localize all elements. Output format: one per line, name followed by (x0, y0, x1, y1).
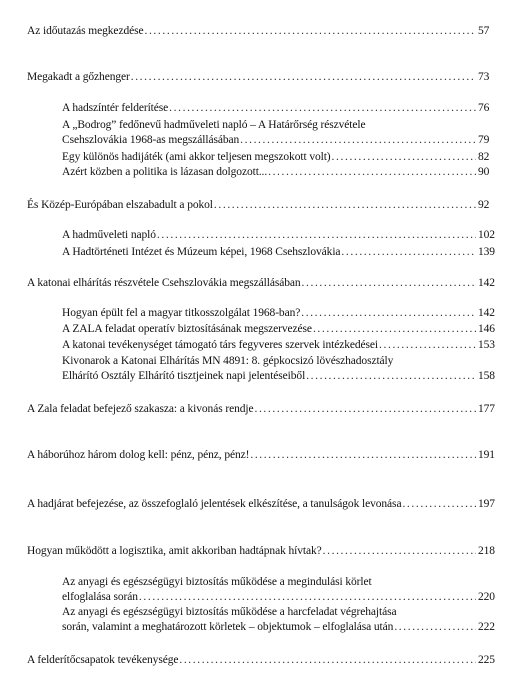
toc-entry-title: A Zala feladat befejező szakasza: a kivonás rendje (27, 403, 254, 415)
toc-entry-title: Hogyan működött a logisztika, amit akkoriban hadtápnak hívtak? (27, 545, 322, 557)
dot-leader (157, 228, 476, 243)
toc-entry-page: 92 (478, 199, 490, 211)
toc-entry-title-line2: Csehszlovákia 1968-as megszállásában (62, 133, 240, 146)
toc-subentry (62, 228, 495, 243)
dot-leader (313, 322, 476, 337)
toc-entry-title-line1: Az anyagi és egészségügyi biztosítás működése a megindulási körlet (62, 576, 372, 588)
toc-entry-page: 102 (478, 229, 495, 241)
toc-entry-page: 73 (478, 71, 490, 83)
toc-entry-page: 82 (478, 151, 490, 163)
toc-subentry (62, 605, 495, 634)
toc-entry-title: A ZALA feladat operatív biztosításának megszervezése (62, 323, 312, 335)
toc-entry-page: 177 (478, 403, 495, 415)
toc-entry (27, 448, 495, 463)
toc-subentry (62, 306, 495, 321)
toc-entry-title: A Hadtörténeti Intézet és Múzeum képei, 1968 Csehszlovákia (62, 246, 341, 258)
dot-leader (323, 544, 476, 559)
toc-entry-page: 142 (478, 277, 495, 289)
dot-leader (301, 306, 476, 321)
toc-subentry (62, 322, 495, 337)
toc-entry-page: 197 (478, 498, 495, 510)
toc-subentry (62, 245, 495, 260)
toc-subentry (62, 118, 488, 147)
dot-leader (268, 165, 476, 180)
toc-entry (27, 402, 495, 417)
toc-entry-title-line1: Az anyagi és egészségügyi biztosítás működése a harcfeladat végrehajtása (62, 606, 397, 618)
toc-subentry (62, 101, 488, 116)
dot-leader (254, 402, 476, 417)
dot-leader (402, 497, 476, 512)
toc-entry-page: 153 (478, 339, 495, 351)
toc-entry-title: A hadszíntér felderítése (62, 102, 169, 114)
dot-leader (240, 133, 476, 148)
dot-leader (379, 338, 476, 353)
dot-leader (250, 448, 476, 463)
toc-entry-title: Az időutazás megkezdése (27, 25, 144, 37)
toc-entry-title: A katonai elhárítás részvétele Csehszlovákia megszállásában (27, 277, 301, 289)
toc-entry-page: 222 (478, 620, 495, 633)
toc-entry (27, 70, 488, 85)
toc-entry (27, 276, 495, 291)
toc-entry-title: Azért közben a politika is lázasan dolgozott... (62, 166, 268, 178)
toc-subentry (62, 338, 495, 353)
toc-entry-title: A hadműveleti napló (62, 229, 156, 241)
toc-subentry (62, 165, 488, 180)
toc-entry-page: 191 (478, 449, 495, 461)
toc-entry-page: 158 (478, 369, 495, 382)
toc-entry-title-line1: Kivonarok a Katonai Elhárítás MN 4891: 8. gépkocsizó lövészhadosztály (62, 355, 394, 367)
toc-subentry (62, 575, 495, 604)
toc-entry-title: Egy különös hadijáték (ami akkor teljesen megszokott volt) (62, 151, 331, 163)
dot-leader (179, 653, 476, 668)
toc-entry-title: A felderítőcsapatok tevékenysége (27, 654, 179, 666)
toc-entry (27, 544, 495, 559)
toc-entry-title-line2: elfoglalása során (62, 590, 138, 603)
toc-entry-page: 146 (478, 323, 495, 335)
toc-entry (27, 198, 488, 213)
toc-entry (27, 24, 488, 39)
dot-leader (394, 620, 476, 635)
toc-entry-title-line2: Elhárító Osztály Elhárító tisztjeinek napi jelentéseiből (62, 369, 306, 382)
toc-entry (27, 653, 495, 668)
toc-entry-title-line1: A „Bodrog” fedőnevű hadműveleti napló – A Határőrség részvétele (62, 119, 366, 131)
toc-entry-title: Megakadt a gőzhenger (27, 71, 130, 83)
toc-entry-page: 76 (478, 102, 490, 114)
toc-entry (27, 497, 495, 512)
toc-entry-title: És Közép-Európában elszabadult a pokol (27, 199, 213, 211)
toc-entry-page: 225 (478, 654, 495, 666)
toc-entry-title: Hogyan épült fel a magyar titkosszolgálat 1968-ban? (62, 307, 301, 319)
dot-leader (169, 101, 476, 116)
toc-subentry (62, 354, 495, 383)
dot-leader (139, 590, 476, 605)
dot-leader (306, 369, 476, 384)
toc-entry-page: 79 (478, 133, 490, 146)
toc-subentry (62, 150, 488, 165)
toc-entry-page: 142 (478, 307, 495, 319)
toc-entry-page: 57 (478, 25, 490, 37)
toc-entry-page: 220 (478, 590, 495, 603)
toc-entry-page: 139 (478, 246, 495, 258)
toc-entry-title: A katonai tevékenységet támogató társ fegyveres szervek intézkedései (62, 339, 379, 351)
toc-entry-page: 90 (478, 166, 490, 178)
dot-leader (341, 245, 476, 260)
dot-leader (332, 150, 476, 165)
dot-leader (144, 24, 476, 39)
toc-entry-title-line2: során, valamint a meghatározott körletek – objektumok – elfoglalása után (62, 620, 394, 633)
dot-leader (302, 276, 476, 291)
toc-entry-page: 218 (478, 545, 495, 557)
toc-entry-title: A hadjárat befejezése, az összefoglaló jelentések elkészítése, a tanulságok levonása (27, 498, 402, 510)
toc-entry-title: A háborúhoz három dolog kell: pénz, pénz, pénz! (27, 449, 250, 461)
dot-leader (131, 70, 476, 85)
dot-leader (214, 198, 476, 213)
